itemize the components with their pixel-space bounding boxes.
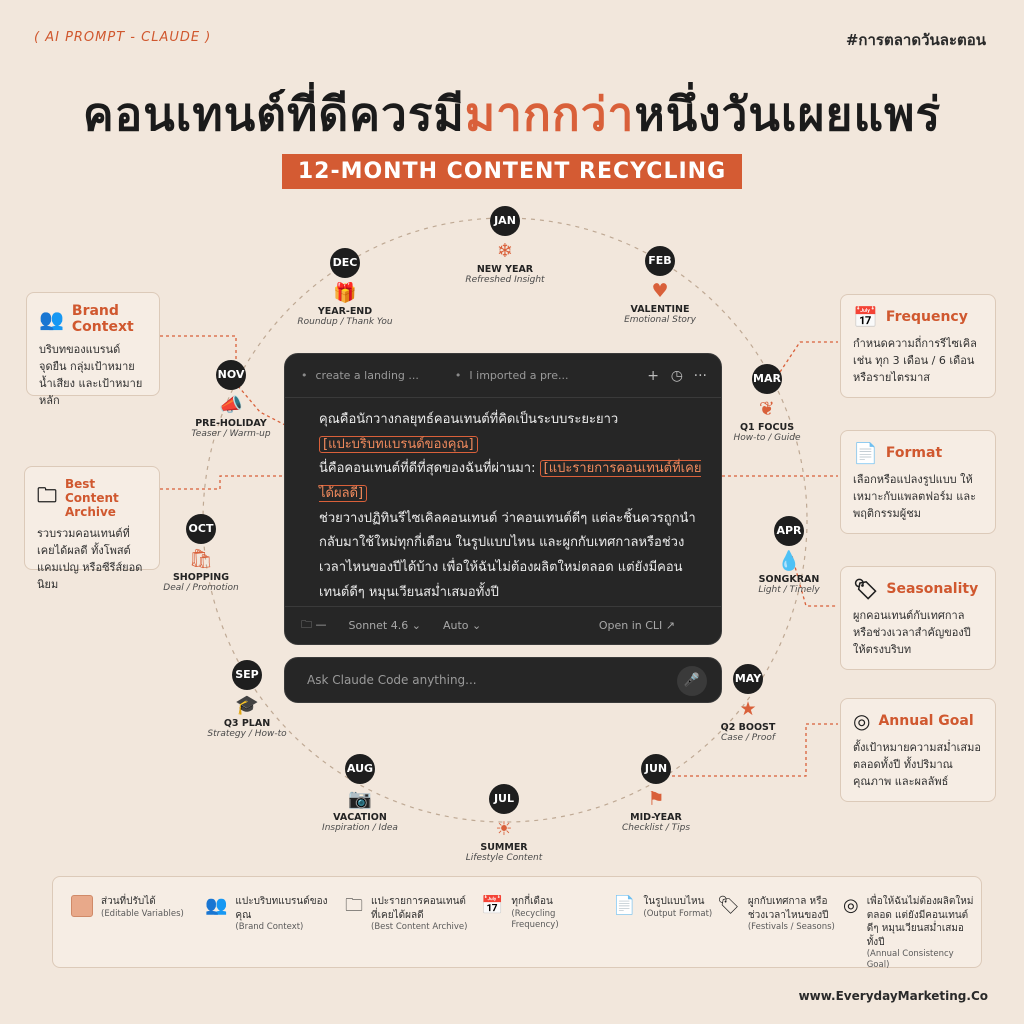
card-title: Seasonality <box>886 581 979 597</box>
new-session-button[interactable]: + <box>647 367 659 384</box>
water-drop-icon: 💧 <box>777 550 801 572</box>
prompt-line-2: นี่คือคอนเทนต์ที่ดีที่สุดของฉันที่ผ่านมา: <box>319 461 536 477</box>
badge-may: MAY <box>733 664 763 694</box>
more-icon[interactable]: ··· <box>693 367 707 384</box>
prompt-text <box>319 408 711 606</box>
month-sub: How-to / Guide <box>733 433 801 443</box>
target-icon: ◎ <box>853 709 871 733</box>
month-title: VACATION <box>333 812 387 823</box>
card-desc: กำหนดความถี่การรีไซเคิล เช่น ทุก 3 เดือน / 6 เดือน หรือรายไตรมาส <box>853 337 977 385</box>
legend-text: ในรูปแบบไหน <box>643 896 705 907</box>
headline-highlight: มากกว่า <box>464 87 635 141</box>
headline-part1: คอนเทนต์ที่ดีควรมี <box>82 87 465 141</box>
people-icon: 👥 <box>39 307 64 331</box>
month-sub: Refreshed Insight <box>465 275 545 285</box>
legend-item-editable <box>71 895 191 920</box>
month-feb <box>585 246 735 325</box>
card-title: Annual Goal <box>878 713 974 729</box>
month-title: Q2 BOOST <box>720 722 776 733</box>
legend-item-seasons <box>717 895 835 933</box>
month-sub: Case / Proof <box>720 733 776 743</box>
swatch-icon <box>71 895 93 917</box>
session-tabs <box>285 354 721 398</box>
tab-session-2[interactable]: • I imported a pre... <box>455 369 569 382</box>
card-title: Best Content Archive <box>65 477 119 519</box>
legend-sub: (Recycling Frequency) <box>511 908 559 930</box>
legend-text: เพื่อให้ฉันไม่ต้องผลิตใหม่ ตลอด แต่ยังมีคอนเทนต์ดีๆ หมุนเวียนสม่ำเสมอทั้งปี <box>866 896 974 948</box>
ask-input-bar[interactable] <box>284 657 722 703</box>
card-frequency <box>840 294 996 398</box>
month-title: SHOPPING <box>172 572 230 583</box>
history-icon[interactable]: ◷ <box>670 367 683 384</box>
card-desc: รวบรวมคอนเทนต์ที่เคยได้ผลดี ทั้งโพสต์ แคมเปญ หรือซีรีส์ยอดนิยม <box>37 527 143 592</box>
badge-apr: APR <box>774 516 804 546</box>
legend-item-brand <box>205 895 337 933</box>
legend-text: ทุกกี่เดือน <box>511 896 553 907</box>
legend-item-frequency <box>481 895 605 931</box>
legend-text: แปะบริบทแบรนด์ของคุณ <box>235 896 328 921</box>
document-icon: 📄 <box>613 895 636 916</box>
legend-text: ส่วนที่ปรับได้ <box>101 896 156 907</box>
prompt-tag: ( AI PROMPT - CLAUDE ) <box>34 30 212 45</box>
badge-oct: OCT <box>186 514 216 544</box>
month-title: Q1 FOCUS <box>739 422 795 433</box>
card-brand-context <box>26 292 160 408</box>
badge-feb: FEB <box>645 246 675 276</box>
month-title: PRE-HOLIDAY <box>195 418 267 429</box>
legend-sub: (Brand Context) <box>235 922 304 932</box>
card-desc: บริบทของแบรนด์ จุดยืน กลุ่มเป้าหมาย น้ำเสียง และเป้าหมายหลัก <box>39 343 143 408</box>
month-aug <box>285 754 435 833</box>
card-seasonality <box>840 566 996 670</box>
hashtag: #การตลาดวันละตอน <box>845 31 986 49</box>
month-title: VALENTINE <box>630 304 690 315</box>
badge-dec: DEC <box>330 248 360 278</box>
legend-item-archive <box>345 895 475 933</box>
legend-sub: (Best Content Archive) <box>371 922 468 932</box>
card-desc: ผูกคอนเทนต์กับเทศกาล หรือช่วงเวลาสำคัญของปี ให้ตรงบริบท <box>853 609 971 657</box>
sun-icon: ☀ <box>495 818 513 840</box>
folder-selector[interactable]: 🗀 — <box>301 618 327 631</box>
badge-sep: SEP <box>232 660 262 690</box>
badge-jun: JUN <box>641 754 671 784</box>
star-icon: ★ <box>739 698 757 720</box>
legend-item-goal <box>843 895 975 972</box>
card-title: Brand Context <box>71 303 134 335</box>
tab-session-1[interactable]: • create a landing ... <box>301 369 419 382</box>
month-sub: Light / Timely <box>758 585 820 595</box>
month-sub: Lifestyle Content <box>465 853 543 863</box>
card-desc: เลือกหรือแปลงรูปแบบ ให้เหมาะกับแพลตฟอร์ม และพฤติกรรมผู้ชม <box>853 473 977 521</box>
legend-text: แปะรายการคอนเทนต์ ที่เคยได้ผลดี <box>371 896 466 921</box>
prompt-line-3: ช่วยวางปฏิทินรีไซเคิลคอนเทนต์ ว่าคอนเทนต์ดีๆ แต่ละชิ้นควรถูกนำกลับมาใช้ใหม่ทุกกี่เดือน ในรูปแบบไหน และผูกกับเทศกาลหรือช่วงเวลาไหนของปีได้บ้าง เพื่อให้ฉันไม่ต้องผลิตใหม่ตลอด แต่ยังมีคอนเทนต์ดีๆ หมุนเวียนสม่ำเสมอทั้งปี <box>319 510 696 600</box>
open-cli-button[interactable]: Open in CLI ↗ <box>598 619 675 632</box>
folder-icon: 🗀 <box>37 483 57 507</box>
variable-best-content[interactable]: [แปะรายการคอนเทนต์ที่เคยได้ผลดี] <box>319 461 702 502</box>
sprout-icon: ❦ <box>759 398 775 420</box>
month-jan <box>430 206 580 285</box>
model-selector[interactable]: Sonnet 4.6 ⌄ <box>348 619 421 632</box>
legend-sub: (Editable Variables) <box>101 908 184 919</box>
month-sub: Roundup / Thank You <box>297 317 393 327</box>
month-title: NEW YEAR <box>476 264 534 275</box>
legend-text: ผูกกับเทศกาล หรือช่วงเวลาไหนของปี <box>747 896 829 921</box>
month-sub: Teaser / Warm-up <box>191 429 271 439</box>
month-dec <box>270 248 420 327</box>
month-sub: Checklist / Tips <box>621 823 691 833</box>
target-icon: ◎ <box>843 895 859 916</box>
badge-jan: JAN <box>490 206 520 236</box>
badge-aug: AUG <box>345 754 375 784</box>
mode-selector[interactable]: Auto ⌄ <box>442 619 482 632</box>
badge-mar: MAR <box>752 364 782 394</box>
card-format <box>840 430 996 534</box>
camera-icon: 📷 <box>348 788 372 810</box>
calendar-icon: 📅 <box>481 895 504 916</box>
prompt-line-1: คุณคือนักวางกลยุทธ์คอนเทนต์ที่คิดเป็นระบบระยะยาว <box>319 412 619 427</box>
month-sub: Deal / Promotion <box>163 583 239 593</box>
legend-sub: (Festivals / Seasons) <box>747 922 835 932</box>
month-sub: Emotional Story <box>624 315 696 325</box>
heart-icon: ♥ <box>651 280 669 302</box>
legend-sub: (Output Format) <box>643 908 713 919</box>
calendar-icon: 📅 <box>853 305 878 329</box>
badge-nov: NOV <box>216 360 246 390</box>
month-title: SUMMER <box>480 842 528 853</box>
tag-icon: 🏷 <box>853 577 879 601</box>
subtitle-banner: 12-MONTH CONTENT RECYCLING <box>282 154 742 189</box>
card-title: Frequency <box>885 309 968 325</box>
snowflake-icon: ❄ <box>497 240 513 262</box>
card-title: Format <box>885 445 943 461</box>
graduation-cap-icon: 🎓 <box>235 694 259 716</box>
month-title: Q3 PLAN <box>223 718 271 729</box>
legend-sub: (Annual Consistency Goal) <box>866 949 954 971</box>
month-sub: Inspiration / Idea <box>322 823 398 833</box>
microphone-icon[interactable]: 🎤 <box>677 666 707 696</box>
month-title: YEAR-END <box>317 306 373 317</box>
map-icon: ⚑ <box>647 788 665 810</box>
document-icon: 📄 <box>853 441 878 465</box>
gift-icon: 🎁 <box>333 282 357 304</box>
month-sub: Strategy / How-to <box>207 729 287 739</box>
panel-footer <box>285 606 721 644</box>
tag-icon: 🏷 <box>717 895 740 916</box>
footer-url[interactable]: www.EverydayMarketing.Co <box>798 989 988 1003</box>
card-annual-goal <box>840 698 996 802</box>
month-jul <box>429 784 579 863</box>
card-best-content-archive <box>24 466 160 592</box>
shopping-bag-icon: 🛍 <box>188 548 214 570</box>
variable-brand-context[interactable]: [แปะบริบทแบรนด์ของคุณ] <box>319 436 478 453</box>
badge-jul: JUL <box>489 784 519 814</box>
people-icon: 👥 <box>205 895 228 916</box>
legend <box>52 876 982 971</box>
legend-item-format <box>613 895 717 920</box>
month-jun <box>581 754 731 833</box>
month-title: SONGKRAN <box>758 574 820 585</box>
ask-input[interactable]: Ask Claude Code anything... <box>307 673 477 687</box>
headline-part2: หนึ่งวันเผยแพร่ <box>634 87 942 141</box>
prompt-panel <box>284 353 722 645</box>
megaphone-icon: 📣 <box>219 394 243 416</box>
card-desc: ตั้งเป้าหมายความสม่ำเสมอ ตลอดทั้งปี ทั้งปริมาณ คุณภาพ และผลลัพธ์ <box>853 741 981 789</box>
folder-icon: 🗀 <box>345 895 363 916</box>
month-title: MID-YEAR <box>630 812 682 823</box>
